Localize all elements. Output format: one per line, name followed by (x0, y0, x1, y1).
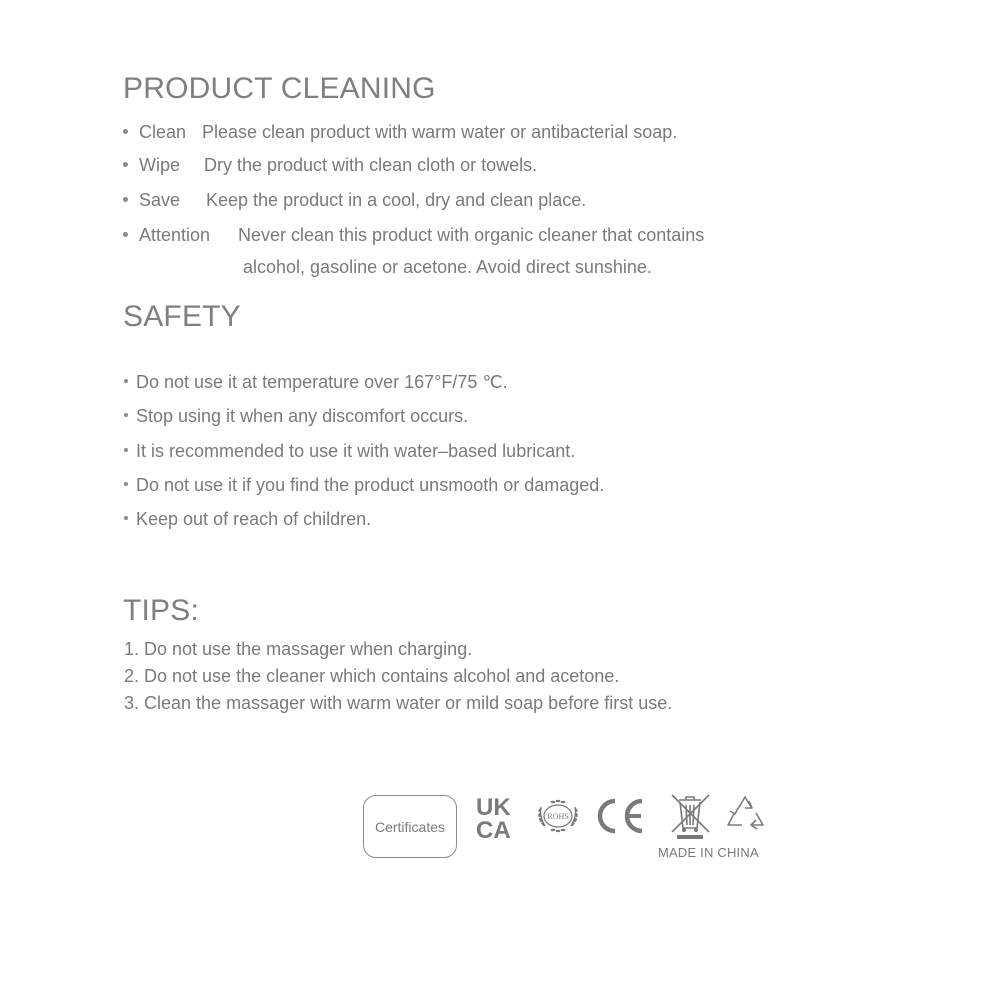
safety-item: Keep out of reach of children. (124, 509, 371, 530)
bullet-icon (123, 197, 128, 202)
ce-mark-icon (594, 796, 650, 836)
cleaning-text: Please clean product with warm water or antibacterial soap. (202, 122, 678, 142)
bullet-icon (124, 482, 128, 486)
bullet-icon (123, 232, 128, 237)
weee-bin-icon (667, 790, 715, 842)
cleaning-term: Wipe (139, 155, 181, 175)
ukca-mark-icon (476, 794, 526, 844)
bullet-icon (124, 448, 128, 452)
cleaning-item-save (123, 190, 586, 211)
bullet-icon (123, 162, 128, 167)
cleaning-term: Save (139, 190, 181, 210)
cleaning-item-attention (123, 225, 704, 246)
bullet-icon (123, 129, 128, 134)
tip-item: 3. Clean the massager with warm water or mild soap before first use. (124, 693, 673, 713)
safety-item: Do not use it if you find the product unsmooth or damaged. (124, 475, 604, 496)
svg-text:ROHS: ROHS (547, 812, 569, 821)
bullet-icon (124, 379, 128, 383)
tip-item: 1. Do not use the massager when charging. (124, 639, 473, 659)
section-title-tips: TIPS: (123, 594, 200, 627)
safety-item: Do not use it at temperature over 167°F/75 ℃. (124, 372, 508, 393)
svg-text:CA: CA (476, 817, 511, 844)
made-in-label: MADE IN CHINA (658, 845, 759, 860)
certificates-badge: Certificates (363, 795, 457, 858)
cleaning-item-wipe (123, 155, 537, 176)
section-title-safety: SAFETY (123, 300, 241, 333)
rohs-badge-icon (533, 793, 583, 839)
cleaning-text: Dry the product with clean cloth or towels. (204, 155, 538, 175)
cleaning-term: Clean (139, 122, 187, 142)
safety-item: Stop using it when any discomfort occurs. (124, 406, 468, 427)
cleaning-text-continued: alcohol, gasoline or acetone. Avoid direct sunshine. (243, 257, 652, 277)
cleaning-term: Attention (139, 225, 211, 245)
cleaning-text: Never clean this product with organic cleaner that contains (238, 225, 705, 245)
cleaning-item-clean (123, 122, 677, 143)
cleaning-text: Keep the product in a cool, dry and clean place. (206, 190, 587, 210)
bullet-icon (124, 516, 128, 520)
bullet-icon (124, 413, 128, 417)
recycle-icon (720, 793, 770, 837)
tip-item: 2. Do not use the cleaner which contains alcohol and acetone. (124, 666, 620, 686)
safety-item: It is recommended to use it with water–based lubricant. (124, 441, 575, 462)
section-title-cleaning: PRODUCT CLEANING (123, 72, 436, 105)
svg-text:UK: UK (476, 794, 511, 821)
